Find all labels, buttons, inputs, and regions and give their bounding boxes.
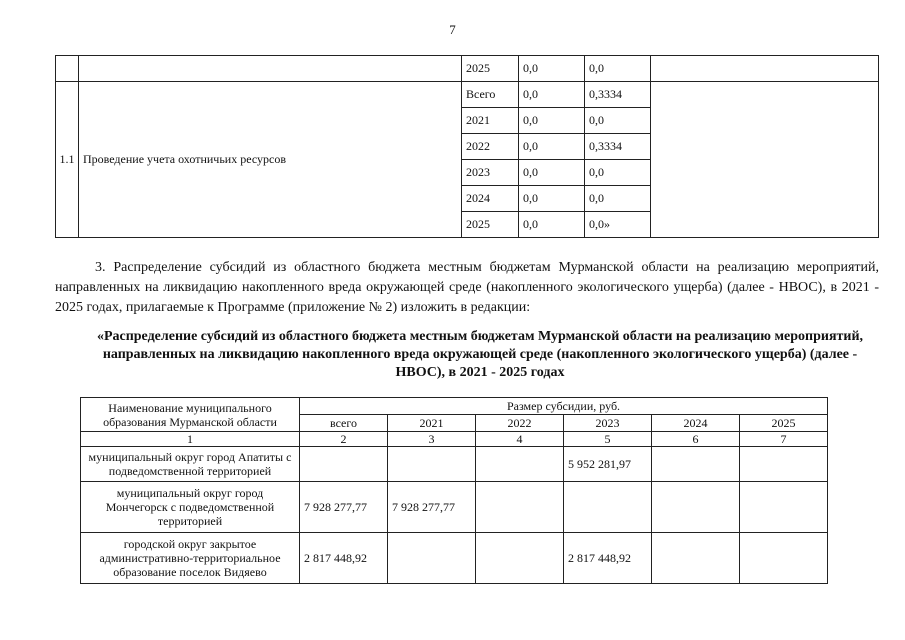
value-cell: 7 928 277,77 xyxy=(388,482,476,533)
item-name: Проведение учета охотничьих ресурсов xyxy=(79,82,462,238)
index-row xyxy=(81,432,828,447)
value-cell: 0,0 xyxy=(585,186,651,212)
index-cell: 2 xyxy=(300,432,388,447)
value-cell xyxy=(740,447,828,482)
value-cell: 0,0 xyxy=(519,56,585,82)
value-cell xyxy=(388,533,476,584)
value-cell: 0,0 xyxy=(519,160,585,186)
value-cell: 0,0 xyxy=(585,108,651,134)
index-cell: 3 xyxy=(388,432,476,447)
column-header: 2021 xyxy=(388,415,476,432)
value-cell: 0,0 xyxy=(519,82,585,108)
table-row xyxy=(81,482,828,533)
value-cell xyxy=(740,482,828,533)
table-row xyxy=(56,56,879,82)
value-cell: 7 928 277,77 xyxy=(300,482,388,533)
index-cell: 5 xyxy=(564,432,652,447)
column-header-size: Размер субсидии, руб. xyxy=(300,398,828,415)
table-header-row xyxy=(81,398,828,415)
year-cell: 2024 xyxy=(462,186,519,212)
year-cell: 2023 xyxy=(462,160,519,186)
municipality-name: муниципальный округ город Мончегорск с подведомственной территорией xyxy=(81,482,300,533)
value-cell: 0,0 xyxy=(585,56,651,82)
value-cell xyxy=(476,482,564,533)
value-cell xyxy=(652,447,740,482)
value-cell: 0,0 xyxy=(519,108,585,134)
column-header: 2022 xyxy=(476,415,564,432)
column-header: всего xyxy=(300,415,388,432)
column-header: 2025 xyxy=(740,415,828,432)
paragraph-text: 3. Распределение субсидий из областного бюджета местным бюджетам Мурманской области на реализацию мероприятий, направленных на ликвидацию накопленного вреда окружающей среде (накопленного экологического ущерба) (далее - НВОС), в 2021 - 2025 годах, прилагаемые к Программе (приложение № 2) изложить в редакции: xyxy=(55,260,879,315)
column-header: 2024 xyxy=(652,415,740,432)
index-cell: 4 xyxy=(476,432,564,447)
page-number: 7 xyxy=(449,22,456,37)
value-cell: 2 817 448,92 xyxy=(300,533,388,584)
program-table xyxy=(55,55,879,238)
value-cell xyxy=(476,533,564,584)
municipality-name: муниципальный округ город Апатиты с подведомственной территорией xyxy=(81,447,300,482)
year-cell: Всего xyxy=(462,82,519,108)
index-cell: 1 xyxy=(81,432,300,447)
column-header: 2023 xyxy=(564,415,652,432)
table-row xyxy=(81,533,828,584)
value-cell: 0,3334 xyxy=(585,82,651,108)
year-cell: 2025 xyxy=(462,212,519,238)
value-cell xyxy=(652,533,740,584)
section-heading: «Распределение субсидий из областного бюджета местным бюджетам Мурманской области на реализацию мероприятий, направленных на ликвидацию накопленного вреда окружающей среде (накопленного экологического ущерба) (далее - НВОС), в 2021 - 2025 годах xyxy=(96,329,864,380)
table-row xyxy=(56,82,879,108)
value-cell: 0,0 xyxy=(519,212,585,238)
municipality-name: городской округ закрытое административно-территориальное образование поселок Видяево xyxy=(81,533,300,584)
value-cell: 0,0 xyxy=(519,186,585,212)
column-header-name: Наименование муниципального образования Мурманской области xyxy=(81,398,300,432)
value-cell xyxy=(476,447,564,482)
value-cell: 2 817 448,92 xyxy=(564,533,652,584)
value-cell xyxy=(740,533,828,584)
value-cell xyxy=(652,482,740,533)
value-cell xyxy=(300,447,388,482)
index-cell: 7 xyxy=(740,432,828,447)
value-cell xyxy=(564,482,652,533)
item-number: 1.1 xyxy=(56,82,79,238)
year-cell: 2025 xyxy=(462,56,519,82)
year-cell: 2021 xyxy=(462,108,519,134)
table-row xyxy=(81,447,828,482)
index-cell: 6 xyxy=(652,432,740,447)
value-cell: 0,3334 xyxy=(585,134,651,160)
year-cell: 2022 xyxy=(462,134,519,160)
value-cell: 0,0 xyxy=(585,160,651,186)
subsidy-table xyxy=(80,397,828,584)
value-cell: 5 952 281,97 xyxy=(564,447,652,482)
value-cell xyxy=(388,447,476,482)
value-cell: 0,0 xyxy=(519,134,585,160)
value-cell: 0,0» xyxy=(585,212,651,238)
paragraph xyxy=(55,258,879,318)
